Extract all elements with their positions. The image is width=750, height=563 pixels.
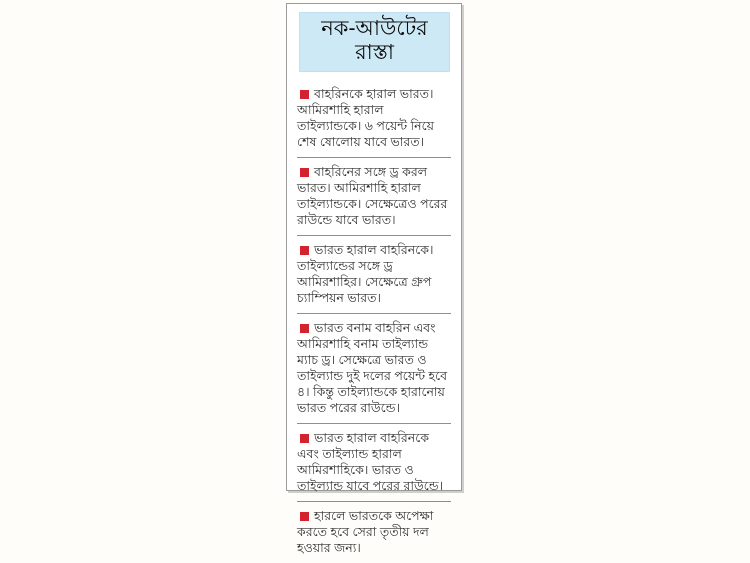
red-square-bullet-icon bbox=[300, 90, 309, 99]
infobox-title-text: নক-আউটের রাস্তা bbox=[321, 17, 428, 64]
scenario-text: হারলে ভারতকে অপেক্ষা করতে হবে সেরা তৃতীয় দল হওয়ার জন্য। bbox=[297, 509, 434, 555]
scenario-item bbox=[297, 80, 451, 158]
red-square-bullet-icon bbox=[300, 324, 309, 333]
scenario-text: বাহরিনকে হারাল ভারত। আমিরশাহি হারাল তাইল্যান্ডকে। ৬ পয়েন্ট নিয়ে শেষ ষোলোয় যাবে ভারত। bbox=[297, 87, 434, 149]
red-square-bullet-icon bbox=[300, 246, 309, 255]
scenario-item bbox=[297, 236, 451, 314]
red-square-bullet-icon bbox=[300, 168, 309, 177]
red-square-bullet-icon bbox=[300, 434, 309, 443]
scenario-item bbox=[297, 502, 451, 563]
scenario-text: ভারত হারাল বাহরিনকে এবং তাইল্যান্ড হারাল আমিরশাহিকে। ভারত ও তাইল্যান্ড যাবে পরের রাউন্ডে। bbox=[297, 431, 444, 493]
scenario-text: ভারত হারাল বাহরিনকে। তাইল্যান্ডের সঙ্গে ড্র আমিরশাহির। সেক্ষেত্রে গ্রুপ চ্যাম্পিয়ন ভারত। bbox=[297, 243, 434, 305]
infobox-title bbox=[299, 12, 450, 72]
red-square-bullet-icon bbox=[300, 512, 309, 521]
scenario-item bbox=[297, 424, 451, 502]
scenario-item bbox=[297, 314, 451, 424]
scenario-text: ভারত বনাম বাহরিন এবং আমিরশাহি বনাম তাইল্যান্ড ম্যাচ ড্র। সেক্ষেত্রে ভারত ও তাইল্যান্ড দুই দলের পয়েন্ট হবে ৪। কিন্তু তাইল্যান্ডকে হারানোয় ভারত পরের রাউন্ডে। bbox=[297, 321, 448, 415]
scenario-text: বাহরিনের সঙ্গে ড্র করল ভারত। আমিরশাহি হারাল তাইল্যান্ডকে। সেক্ষেত্রেও পরের রাউন্ডে যাবে ভারত। bbox=[297, 165, 448, 227]
knockout-route-infobox bbox=[286, 3, 462, 555]
scenario-item bbox=[297, 158, 451, 236]
